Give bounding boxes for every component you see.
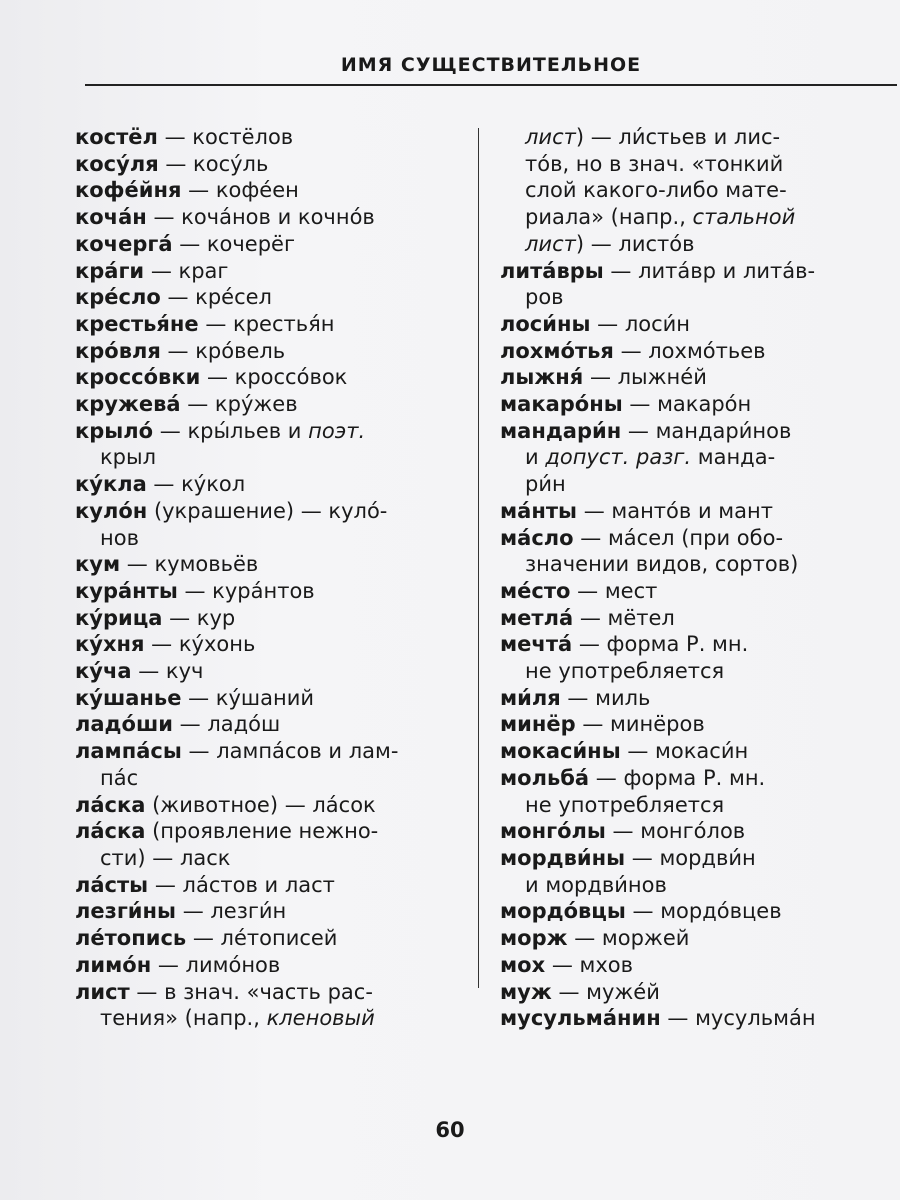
headword: кро́вля xyxy=(75,338,161,363)
section-title: ИМЯ СУЩЕСТВИТЕЛЬНОЕ xyxy=(340,54,642,76)
italic-note: поэт. xyxy=(308,418,366,443)
headword: кум xyxy=(75,552,121,577)
headword: лимо́н xyxy=(75,952,152,977)
definition-text: — костёлов xyxy=(157,125,294,149)
definition-text: — лампа́сов и лам- xyxy=(181,739,399,764)
dictionary-line xyxy=(75,872,450,899)
italic-note: стальной xyxy=(692,205,796,230)
headword: муж xyxy=(500,979,552,1004)
dictionary-line xyxy=(75,124,450,151)
definition-text: — лохмо́тьев xyxy=(613,338,766,363)
dictionary-line xyxy=(75,258,450,285)
definition-text: — форма Р. мн. xyxy=(572,632,749,657)
dictionary-line xyxy=(75,925,450,952)
headword: ла́ска xyxy=(75,792,146,817)
definition-text: — кура́нтов xyxy=(177,578,315,603)
definition-text: — ладо́ш xyxy=(172,712,281,737)
headword: мусульма́нин xyxy=(500,1006,661,1031)
dictionary-line xyxy=(75,471,450,498)
definition-text: — ку́шаний xyxy=(181,685,315,710)
definition-text: (животное) — ла́сок xyxy=(145,792,376,817)
dictionary-line xyxy=(500,418,893,445)
dictionary-line xyxy=(75,338,450,365)
definition-text: — кре́сел xyxy=(160,285,272,310)
dictionary-line xyxy=(500,658,893,685)
headword: мордо́вцы xyxy=(500,899,626,924)
dictionary-line xyxy=(75,765,450,792)
definition-text: па́с xyxy=(100,765,139,790)
dictionary-line xyxy=(75,605,450,632)
headword: лохмо́тья xyxy=(500,338,614,363)
headword: куло́н xyxy=(75,498,148,523)
dictionary-line xyxy=(500,231,893,258)
headword: кроссо́вки xyxy=(75,365,201,390)
dictionary-line xyxy=(75,979,450,1006)
definition-text: (проявление нежно- xyxy=(145,819,379,844)
definition-text: ) — ли́стьев и лис- xyxy=(575,125,781,149)
headword: ку́ча xyxy=(75,659,132,684)
dictionary-line xyxy=(500,284,893,311)
definition-text: — куч xyxy=(131,659,204,684)
definition-text: (украшение) — куло́- xyxy=(147,498,388,523)
dictionary-line xyxy=(500,204,893,231)
definition-text: — лыжне́й xyxy=(583,365,707,390)
headword: ку́рица xyxy=(75,605,163,630)
dictionary-line xyxy=(500,258,893,285)
dictionary-line xyxy=(500,925,893,952)
headword: ми́ля xyxy=(500,685,561,710)
dictionary-line xyxy=(75,1005,450,1032)
italic-note: кленовый xyxy=(266,1006,375,1031)
definition-text: не употребляется xyxy=(525,792,725,817)
dictionary-line xyxy=(500,151,893,178)
dictionary-line xyxy=(75,177,450,204)
headword: монго́лы xyxy=(500,819,606,844)
left-column xyxy=(75,124,450,1032)
dictionary-line xyxy=(500,605,893,632)
right-column xyxy=(500,124,893,1032)
definition-text: — ле́тописей xyxy=(186,926,338,951)
dictionary-line xyxy=(500,979,893,1006)
dictionary-line xyxy=(500,872,893,899)
headword: ла́сты xyxy=(75,872,149,897)
definition-text: значении видов, сортов) xyxy=(525,552,799,577)
headword: метла́ xyxy=(500,605,574,630)
dictionary-line xyxy=(500,738,893,765)
dictionary-line xyxy=(75,231,450,258)
definition-text: — миль xyxy=(560,685,651,710)
definition-text: — кро́вель xyxy=(160,338,286,363)
headword: морж xyxy=(500,926,568,951)
definition-text: ров xyxy=(525,285,564,310)
definition-text: — лезги́н xyxy=(176,899,287,924)
definition-text: — ма́сел (при обо- xyxy=(573,525,784,550)
definition-text: — крестья́н xyxy=(198,311,335,336)
definition-text: — минёров xyxy=(575,712,705,737)
definition-text: — мётел xyxy=(573,605,675,630)
dictionary-line xyxy=(75,578,450,605)
italic-note: лист xyxy=(525,231,576,256)
definition-text: — муже́й xyxy=(551,979,660,1004)
dictionary-line xyxy=(500,498,893,525)
definition-text: — кочерёг xyxy=(172,231,296,256)
running-header xyxy=(85,46,897,86)
definition-text: — мхов xyxy=(545,952,633,977)
headword: крыло́ xyxy=(75,418,154,443)
dictionary-line xyxy=(500,952,893,979)
headword: кофе́йня xyxy=(75,178,182,203)
definition-text: крыл xyxy=(100,445,157,470)
definition-text: — краг xyxy=(144,258,229,283)
headword: ма́нты xyxy=(500,498,578,523)
definition-text: манда- xyxy=(691,445,776,470)
definition-text: — манто́в и мант xyxy=(577,498,773,523)
dictionary-line xyxy=(75,898,450,925)
definition-text: нов xyxy=(100,525,139,550)
headword: мордви́ны xyxy=(500,845,626,870)
definition-text: — мордо́вцев xyxy=(625,899,782,924)
headword: костёл xyxy=(75,125,158,149)
dictionary-line xyxy=(500,765,893,792)
dictionary-line xyxy=(500,525,893,552)
headword: мандари́н xyxy=(500,418,622,443)
dictionary-line xyxy=(500,444,893,471)
definition-text: — лита́вр и лита́в- xyxy=(603,258,816,283)
definition-text: — мандари́нов xyxy=(621,418,792,443)
dictionary-line xyxy=(75,204,450,231)
definition-text: сти) — ласк xyxy=(100,845,231,870)
dictionary-line xyxy=(75,498,450,525)
dictionary-line xyxy=(500,471,893,498)
headword: ле́топись xyxy=(75,926,187,951)
headword: кочерга́ xyxy=(75,231,173,256)
headword: минёр xyxy=(500,712,576,737)
page-number: 60 xyxy=(435,1118,465,1142)
headword: крестья́не xyxy=(75,311,199,336)
dictionary-line xyxy=(75,418,450,445)
headword: лист xyxy=(75,979,130,1004)
dictionary-line xyxy=(500,578,893,605)
definition-text: — ку́хонь xyxy=(144,632,256,657)
headword: лыжня́ xyxy=(500,365,584,390)
column-divider xyxy=(478,128,479,988)
definition-text: ) — листо́в xyxy=(575,231,695,256)
dictionary-line xyxy=(75,364,450,391)
headword: кружева́ xyxy=(75,392,181,417)
dictionary-line xyxy=(500,364,893,391)
dictionary-line xyxy=(500,124,893,151)
headword: кура́нты xyxy=(75,578,178,603)
dictionary-line xyxy=(500,338,893,365)
dictionary-line xyxy=(500,391,893,418)
definition-text: ри́н xyxy=(525,472,566,497)
definition-text: не употребляется xyxy=(525,659,725,684)
definition-text: — кур xyxy=(162,605,236,630)
dictionary-line xyxy=(75,792,450,819)
definition-text: — ку́кол xyxy=(146,472,246,497)
definition-text: слой какого-либо мате- xyxy=(525,178,787,203)
definition-text: — мокаси́н xyxy=(620,739,749,764)
dictionary-line xyxy=(500,792,893,819)
dictionary-line xyxy=(75,444,450,471)
headword: макаро́ны xyxy=(500,392,623,417)
definition-text: то́в, но в знач. «тонкий xyxy=(525,151,784,176)
definition-text: и xyxy=(525,445,546,470)
headword: ла́ска xyxy=(75,819,146,844)
headword: лампа́сы xyxy=(75,739,182,764)
headword: лоси́ны xyxy=(500,311,591,336)
headword: мечта́ xyxy=(500,632,573,657)
definition-text: — мест xyxy=(570,578,658,603)
headword: мох xyxy=(500,952,546,977)
definition-text: — косу́ль xyxy=(158,151,269,176)
definition-text: — моржей xyxy=(567,926,690,951)
dictionary-line xyxy=(75,658,450,685)
definition-text: — кру́жев xyxy=(180,392,298,417)
headword: ку́шанье xyxy=(75,685,182,710)
headword: коча́н xyxy=(75,205,147,230)
dictionary-line xyxy=(75,551,450,578)
dictionary-line xyxy=(75,284,450,311)
dictionary-line xyxy=(75,845,450,872)
dictionary-line xyxy=(500,551,893,578)
definition-text: — в знач. «часть рас- xyxy=(129,979,373,1004)
dictionary-line xyxy=(75,738,450,765)
italic-note: допуст. разг. xyxy=(545,445,692,470)
headword: ма́сло xyxy=(500,525,574,550)
dictionary-line xyxy=(500,631,893,658)
dictionary-line xyxy=(500,845,893,872)
dictionary-line xyxy=(75,311,450,338)
dictionary-line xyxy=(75,525,450,552)
headword: лезги́ны xyxy=(75,899,177,924)
definition-text: и мордви́нов xyxy=(525,872,667,897)
definition-text: — кумовьёв xyxy=(120,552,259,577)
headword: мольба́ xyxy=(500,765,590,790)
definition-text: — мордви́н xyxy=(625,845,756,870)
headword: лита́вры xyxy=(500,258,604,283)
definition-text: — кофе́ен xyxy=(181,178,299,203)
definition-text: — монго́лов xyxy=(605,819,746,844)
definition-text: — ла́стов и ласт xyxy=(148,872,335,897)
dictionary-line xyxy=(75,818,450,845)
definition-text: — мусульма́н xyxy=(660,1006,816,1031)
headword: ку́кла xyxy=(75,472,147,497)
italic-note: лист xyxy=(525,125,576,149)
definition-text: — лоси́н xyxy=(590,311,691,336)
headword: ме́сто xyxy=(500,578,571,603)
headword: мокаси́ны xyxy=(500,739,621,764)
headword: ку́хня xyxy=(75,632,145,657)
dictionary-line xyxy=(75,151,450,178)
dictionary-line xyxy=(500,177,893,204)
definition-text: риала» (напр., xyxy=(525,205,693,230)
dictionary-line xyxy=(500,818,893,845)
dictionary-line xyxy=(75,711,450,738)
headword: кра́ги xyxy=(75,258,145,283)
headword: кре́сло xyxy=(75,285,161,310)
definition-text: — лимо́нов xyxy=(151,952,281,977)
dictionary-line xyxy=(75,631,450,658)
definition-text: — коча́нов и кочно́в xyxy=(146,205,375,230)
dictionary-line xyxy=(500,1005,893,1032)
dictionary-line xyxy=(500,311,893,338)
headword: косу́ля xyxy=(75,151,159,176)
dictionary-line xyxy=(75,391,450,418)
dictionary-line xyxy=(500,711,893,738)
dictionary-line xyxy=(500,685,893,712)
headword: ладо́ши xyxy=(75,712,173,737)
dictionary-line xyxy=(500,898,893,925)
header-rule xyxy=(85,84,897,86)
dictionary-line xyxy=(75,685,450,712)
definition-text: тения» (напр., xyxy=(100,1006,267,1031)
definition-text: — кроссо́вок xyxy=(200,365,348,390)
dictionary-line xyxy=(75,952,450,979)
definition-text: — макаро́н xyxy=(622,392,752,417)
definition-text: — форма Р. мн. xyxy=(589,765,766,790)
definition-text: — кры́льев и xyxy=(153,418,309,443)
